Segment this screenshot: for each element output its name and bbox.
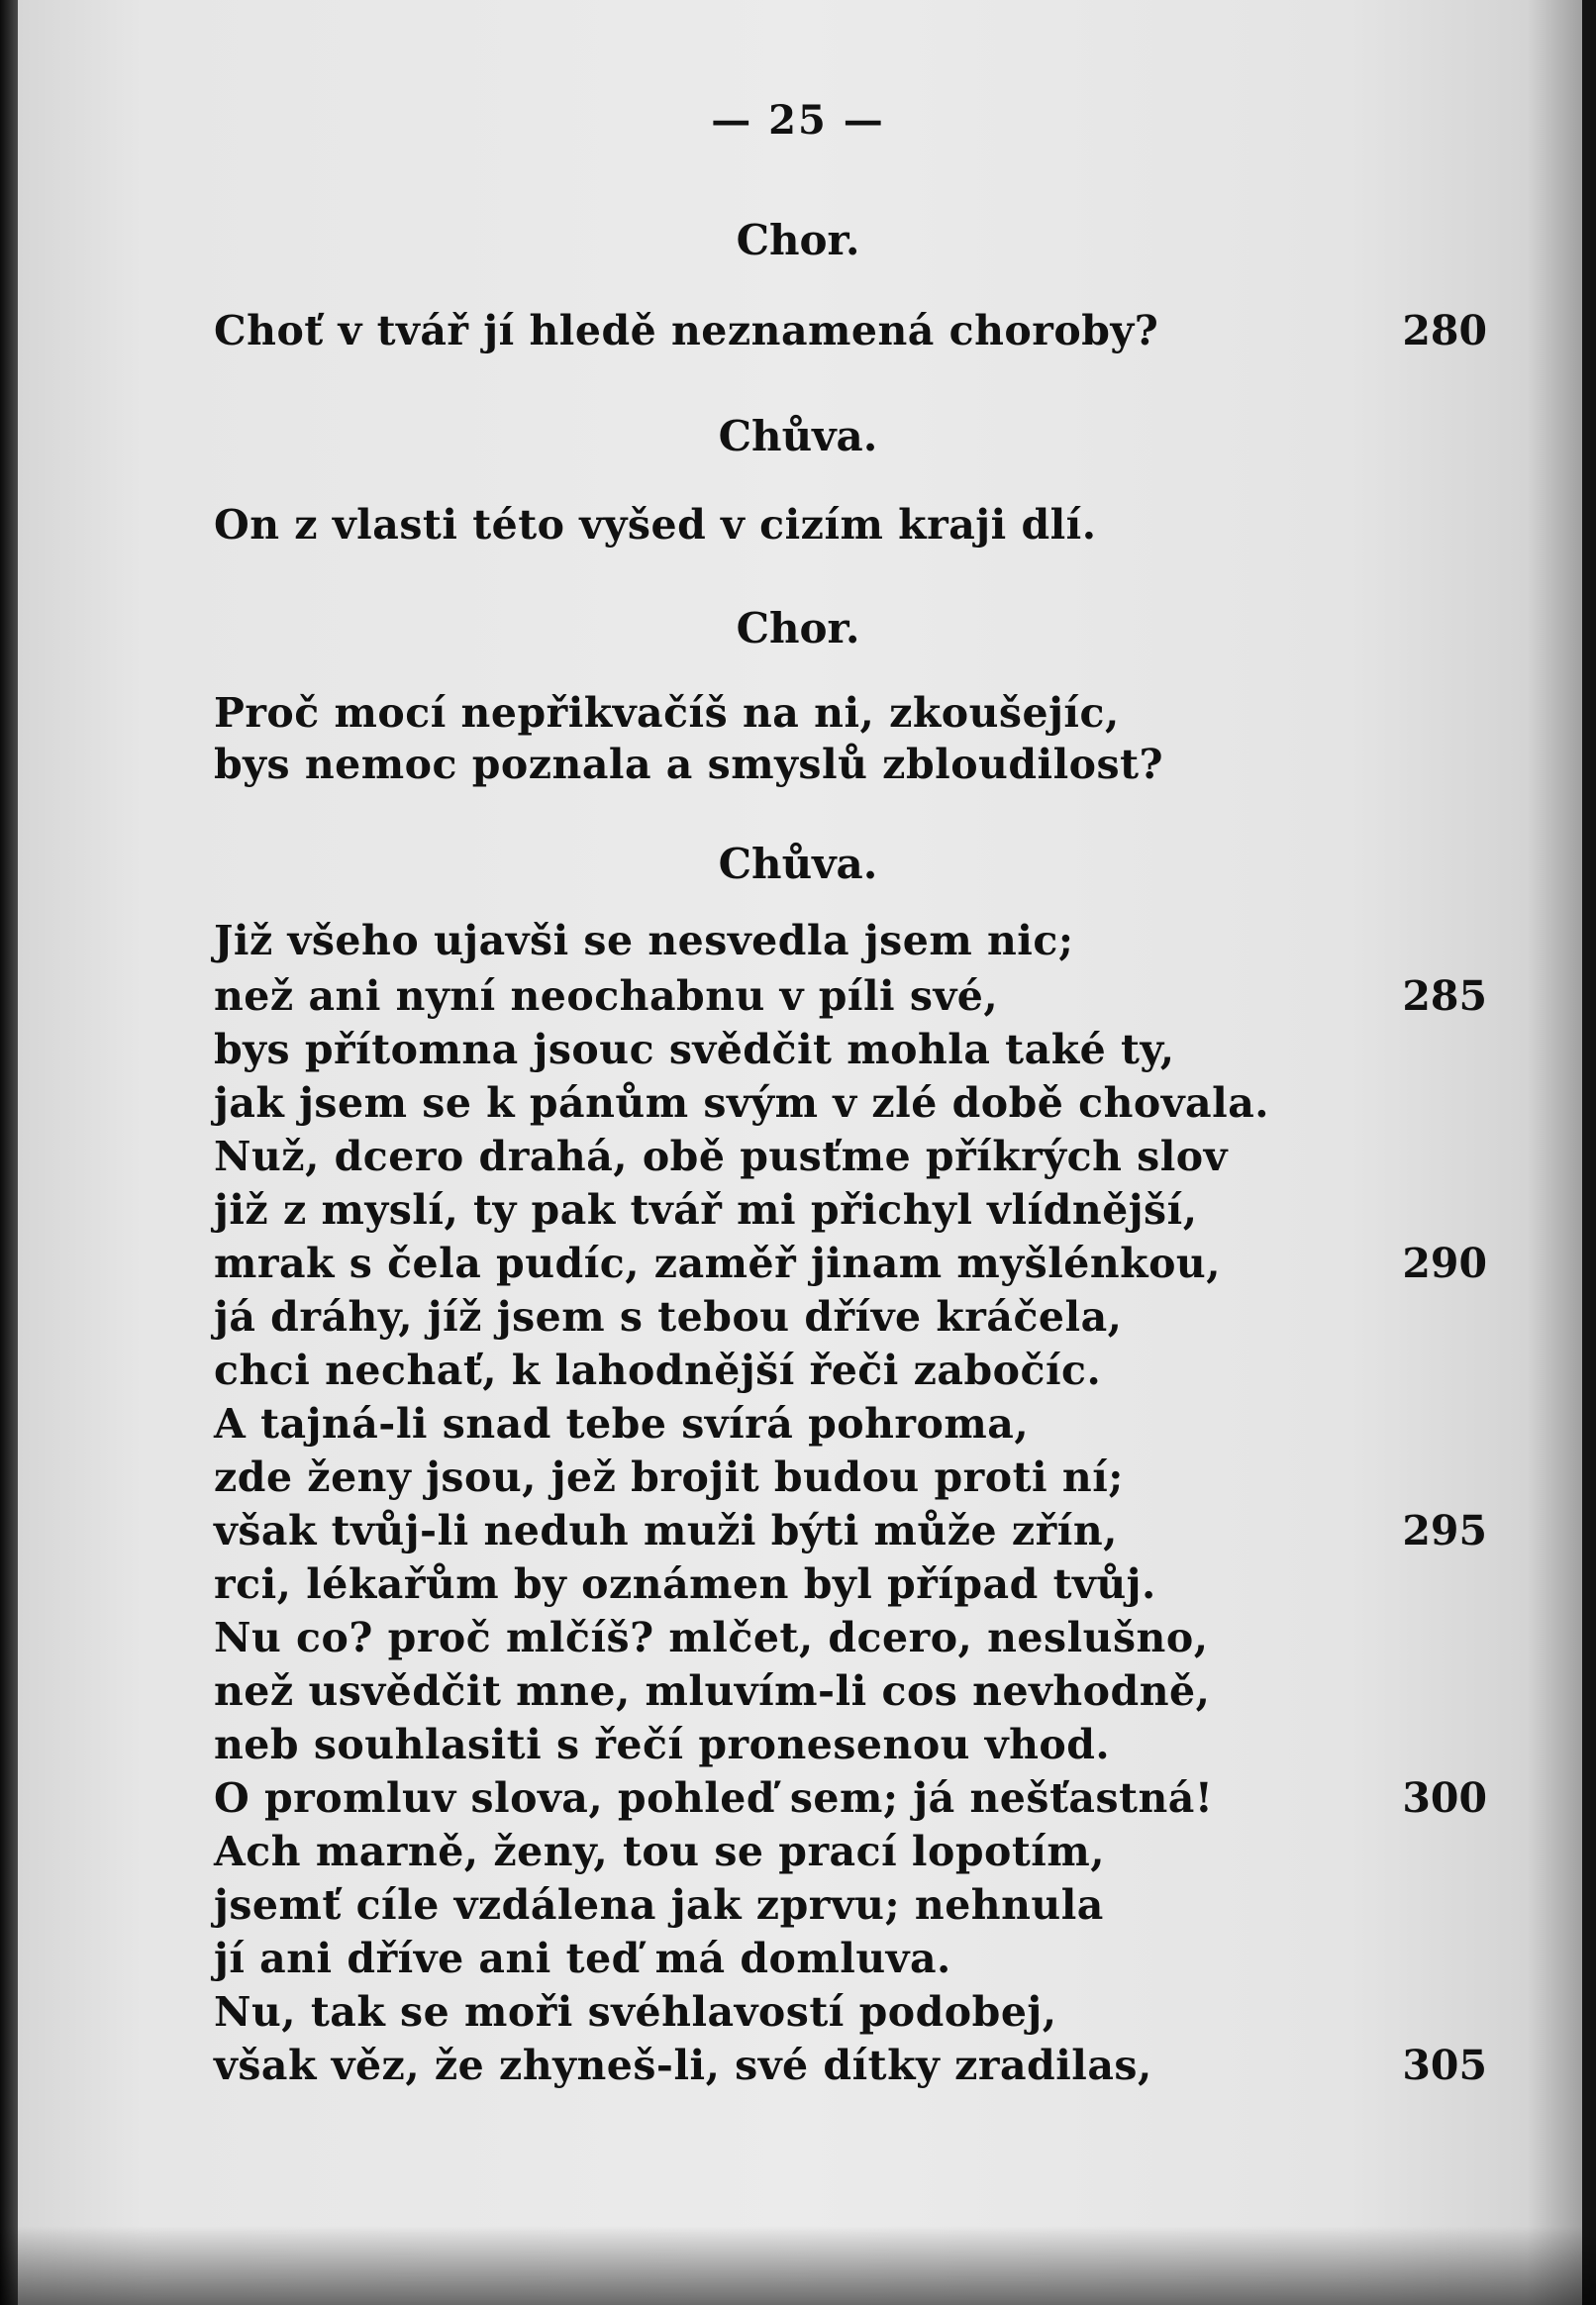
speaker-heading: Chor. (736, 604, 860, 652)
verse-line: Choť v tvář jí hledě neznamená choroby? (214, 307, 1159, 354)
page-gutter-shadow (0, 0, 18, 2305)
verse-line: již z myslí, ty pak tvář mi přichyl vlídnější, (214, 1186, 1198, 1234)
page-bottom-shadow (0, 2226, 1596, 2305)
verse-line: jak jsem se k pánům svým v zlé době chovala. (214, 1079, 1270, 1127)
verse-line: bys nemoc poznala a smyslů zbloudilost? (214, 741, 1164, 788)
verse-line: A tajná-li snad tebe svírá pohroma, (214, 1400, 1030, 1448)
speaker-heading: Chůva. (718, 412, 878, 460)
verse-line: Nuž, dcero drahá, obě pusťme příkrých slov (214, 1133, 1228, 1180)
verse-line: Proč mocí nepřikvačíš na ni, zkoušejíc, (214, 689, 1120, 737)
verse-line: já dráhy, jíž jsem s tebou dříve kráčela, (214, 1293, 1123, 1341)
verse-line: neb souhlasiti s řečí pronesenou vhod. (214, 1721, 1111, 1768)
verse-line: Nu co? proč mlčíš? mlčet, dcero, neslušno, (214, 1614, 1209, 1661)
speaker-heading: Chůva. (718, 840, 878, 888)
page-number: — 25 — (711, 97, 885, 144)
verse-line: O promluv slova, pohleď sem; já nešťastná! (214, 1774, 1214, 1822)
line-number: 305 (1402, 2042, 1487, 2089)
verse-line: mrak s čela pudíc, zaměř jinam myšlénkou, (214, 1240, 1222, 1287)
line-number: 300 (1402, 1774, 1487, 1822)
verse-line: však věz, že zhyneš-li, své dítky zradilas, (214, 2042, 1152, 2089)
verse-line: bys přítomna jsouc svědčit mohla také ty, (214, 1026, 1175, 1073)
page-edge-shadow (1527, 0, 1596, 2305)
verse-line: však tvůj-li neduh muži býti může zřín, (214, 1507, 1118, 1554)
verse-line: Již všeho ujavši se nesvedla jsem nic; (214, 917, 1074, 964)
verse-line: Ach marně, ženy, tou se prací lopotím, (214, 1828, 1106, 1875)
verse-line: Nu, tak se moři svéhlavostí podobej, (214, 1988, 1057, 2036)
verse-line: On z vlasti této vyšed v cizím kraji dlí. (214, 501, 1097, 549)
line-number: 280 (1402, 307, 1487, 354)
verse-line: než ani nyní neochabnu v píli své, (214, 972, 999, 1020)
verse-line: jí ani dříve ani teď má domluva. (214, 1935, 951, 1982)
verse-line: jsemť cíle vzdálena jak zprvu; nehnula (214, 1881, 1104, 1929)
line-number: 285 (1402, 972, 1487, 1020)
line-number: 295 (1402, 1507, 1487, 1554)
speaker-heading: Chor. (736, 216, 860, 264)
verse-line: zde ženy jsou, jež brojit budou proti ní; (214, 1453, 1124, 1501)
verse-line: než usvědčit mne, mluvím-li cos nevhodně, (214, 1667, 1211, 1715)
verse-line: chci nechať, k lahodnější řeči zabočíc. (214, 1347, 1102, 1394)
line-number: 290 (1402, 1240, 1487, 1287)
verse-line: rci, lékařům by oznámen byl případ tvůj. (214, 1560, 1156, 1608)
